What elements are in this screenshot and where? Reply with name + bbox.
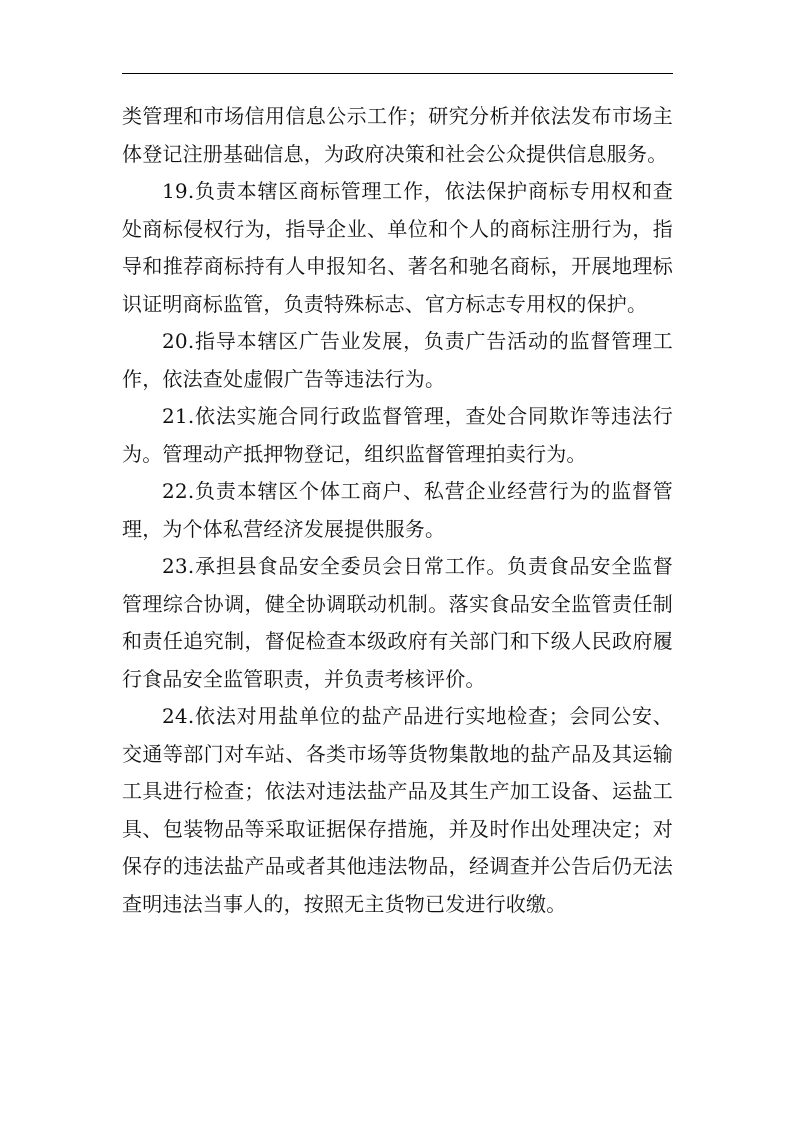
paragraph-item-19: 19.负责本辖区商标管理工作，依法保护商标专用权和查处商标侵权行为，指导企业、单位和个人的商标注册行为，指导和推荐商标持有人申报知名、著名和驰名商标，开展地理标识证明商标监管，负责特殊标志、官方标志专用权的保护。: [122, 179, 673, 316]
document-body: [122, 98, 673, 923]
paragraph-item-21: 21.依法实施合同行政监督管理，查处合同欺诈等违法行为。管理动产抵押物登记，组织监督管理拍卖行为。: [122, 404, 673, 466]
paragraph-item-20: 20.指导本辖区广告业发展，负责广告活动的监督管理工作，依法查处虚假广告等违法行为。: [122, 329, 673, 391]
paragraph-item-24: 24.依法对用盐单位的盐产品进行实地检查；会同公安、交通等部门对车站、各类市场等货物集散地的盐产品及其运输工具进行检查；依法对违法盐产品及其生产加工设备、运盐工具、包装物品等采取证据保存措施，并及时作出处理决定；对保存的违法盐产品或者其他违法物品，经调查并公告后仍无法查明违法当事人的，按照无主货物已发进行收缴。: [122, 704, 673, 916]
paragraph-item-23: 23.承担县食品安全委员会日常工作。负责食品安全监督管理综合协调，健全协调联动机制。落实食品安全监管责任制和责任追究制，督促检查本级政府有关部门和下级人民政府履行食品安全监管职责，并负责考核评价。: [122, 554, 673, 691]
paragraph-continuation: 类管理和市场信用信息公示工作；研究分析并依法发布市场主体登记注册基础信息，为政府决策和社会公众提供信息服务。: [122, 104, 673, 166]
paragraph-item-22: 22.负责本辖区个体工商户、私营企业经营行为的监督管理，为个体私营经济发展提供服务。: [122, 479, 673, 541]
header-rule: [122, 73, 673, 74]
